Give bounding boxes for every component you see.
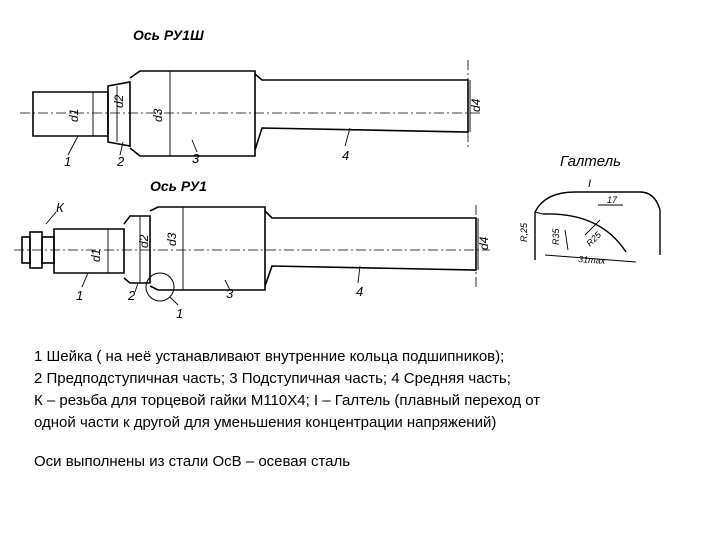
fillet-dim-e: 31max [577,254,606,266]
fillet-detail [535,192,660,262]
axle-ru1sh-drawing [20,60,480,156]
label-4-bottom: 4 [356,284,364,299]
fillet-dim-i: I [588,178,592,190]
label-i-bottom: 1 [176,306,184,321]
axle-ru1-drawing [14,205,490,305]
fillet-dim-b: R35 [551,228,561,245]
parts-description [34,346,694,434]
description-line: одной части к другой для уменьшения концентрации напряжений) [34,414,497,431]
label-1-top: 1 [64,154,72,169]
axle-ru1sh-title: Ось РУ1Ш [133,27,204,43]
label-k: К [56,200,64,215]
description-line: 1 Шейка ( на неё устанавливают внутренние кольца подшипников); [34,348,505,365]
label-d4-bottom: d4 [477,236,491,250]
label-d1-bottom: d1 [89,248,103,262]
label-d3-top: d3 [151,108,165,122]
fillet-dim-d: 17 [607,195,618,205]
fillet-dim-a: R,25 [519,222,529,242]
label-2-top: 2 [117,154,125,169]
label-3-bottom: 3 [226,286,234,301]
material-note: Оси выполнены из стали ОсВ – осевая сталь [34,453,351,470]
description-line: К – резьба для торцевой гайки М110Х4; I – Галтель (плавный переход от [34,392,541,409]
fillet-dim-c: R25 [584,229,604,249]
label-d2-bottom: d2 [137,234,151,248]
label-d1-top: d1 [67,108,81,122]
label-3-top: 3 [192,151,200,166]
label-1-bottom: 1 [76,288,84,303]
axle-ru1-title: Ось РУ1 [150,178,207,194]
label-d4-top: d4 [469,98,483,112]
fillet-title: Галтель [560,153,621,170]
label-d3-bottom: d3 [165,232,179,246]
label-d2-top: d2 [112,94,126,108]
label-4-top: 4 [342,148,350,163]
description-line: 2 Предподступичная часть; 3 Подступичная часть; 4 Средняя часть; [34,370,511,387]
label-2-bottom: 2 [128,288,136,303]
